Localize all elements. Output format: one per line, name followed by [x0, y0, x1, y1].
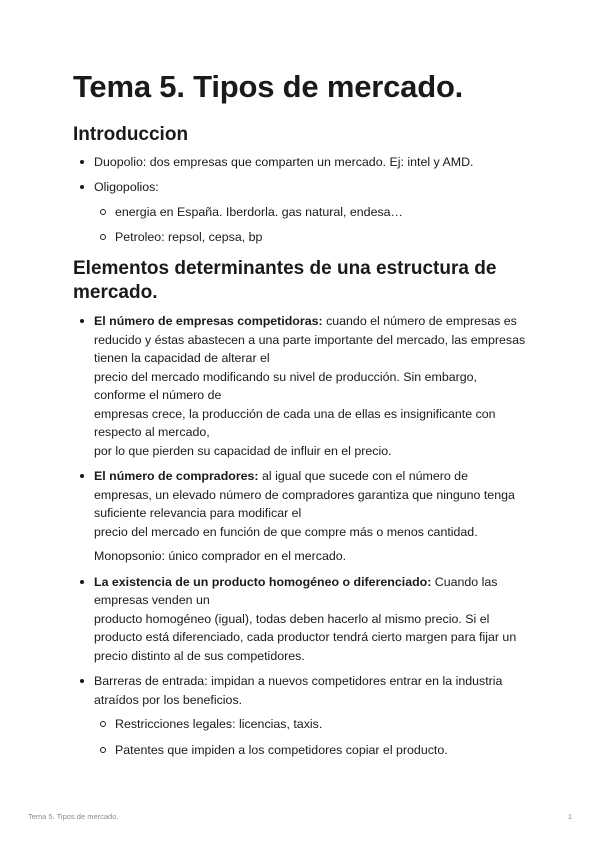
sub-list-item: Restricciones legales: licencias, taxis.: [94, 715, 528, 734]
footer-title: Tema 5. Tipos de mercado.: [28, 812, 119, 821]
list-item: Barreras de entrada: impidan a nuevos competidores entrar en la industria atraídos por los beneficios. Restricciones legales: licencias, taxis. Patentes que impiden a los competidores copiar el producto.: [73, 672, 528, 759]
page-number: 1: [567, 812, 572, 821]
intro-list: [73, 153, 528, 247]
section-heading-elementos: Elementos determinantes de una estructura de mercado.: [73, 257, 497, 303]
elementos-list: [73, 312, 528, 759]
item-term: El número de empresas competidoras:: [94, 314, 323, 329]
page-title: Tema 5. Tipos de mercado.: [73, 69, 464, 104]
page-footer: [28, 812, 572, 821]
sub-list: [94, 715, 528, 759]
sub-list-item: Patentes que impiden a los competidores copiar el producto.: [94, 741, 528, 760]
list-item: Duopolio: dos empresas que comparten un mercado. Ej: intel y AMD.: [73, 153, 528, 172]
list-item: Oligopolios: energia en España. Iberdorla. gas natural, endesa… Petroleo: repsol, cepsa, bp: [73, 178, 528, 247]
sub-list-item: energia en España. Iberdorla. gas natural, endesa…: [94, 203, 528, 222]
list-item: El número de empresas competidoras: cuando el número de empresas es reducido y éstas abastecen a una parte importante del mercado, las empresas tienen la capacidad de alterar el precio del mercado modificando su nivel de producción. Sin embargo, conforme el número de empresas crece, la producción de cada una de ellas es insignificante con respecto al mercado, por lo que pierden su capacidad de influir en el precio.: [73, 312, 528, 460]
item-term: La existencia de un producto homogéneo o diferenciado:: [94, 574, 432, 589]
list-item: El número de compradores: al igual que sucede con el número de empresas, un elevado número de compradores garantiza que ninguno tenga suficiente relevancia para modificar el precio del mercado en función de que compre más o menos cantidad. Monopsonio: único comprador en el mercado.: [73, 467, 528, 566]
item-term: El número de compradores:: [94, 469, 259, 484]
list-item: La existencia de un producto homogéneo o diferenciado: Cuando las empresas venden un producto homogéneo (igual), todas deben hacerlo al mismo precio. Si el producto está diferenciado, cada productor tendrá cierto margen para fijar un precio distinto al de sus competidores.: [73, 573, 528, 666]
sub-list-item: Petroleo: repsol, cepsa, bp: [94, 228, 528, 247]
document-page: [73, 68, 528, 766]
section-heading-introduccion: Introduccion: [73, 124, 189, 146]
item-note: Monopsonio: único comprador en el mercado.: [94, 549, 347, 564]
sub-list: [94, 203, 528, 247]
